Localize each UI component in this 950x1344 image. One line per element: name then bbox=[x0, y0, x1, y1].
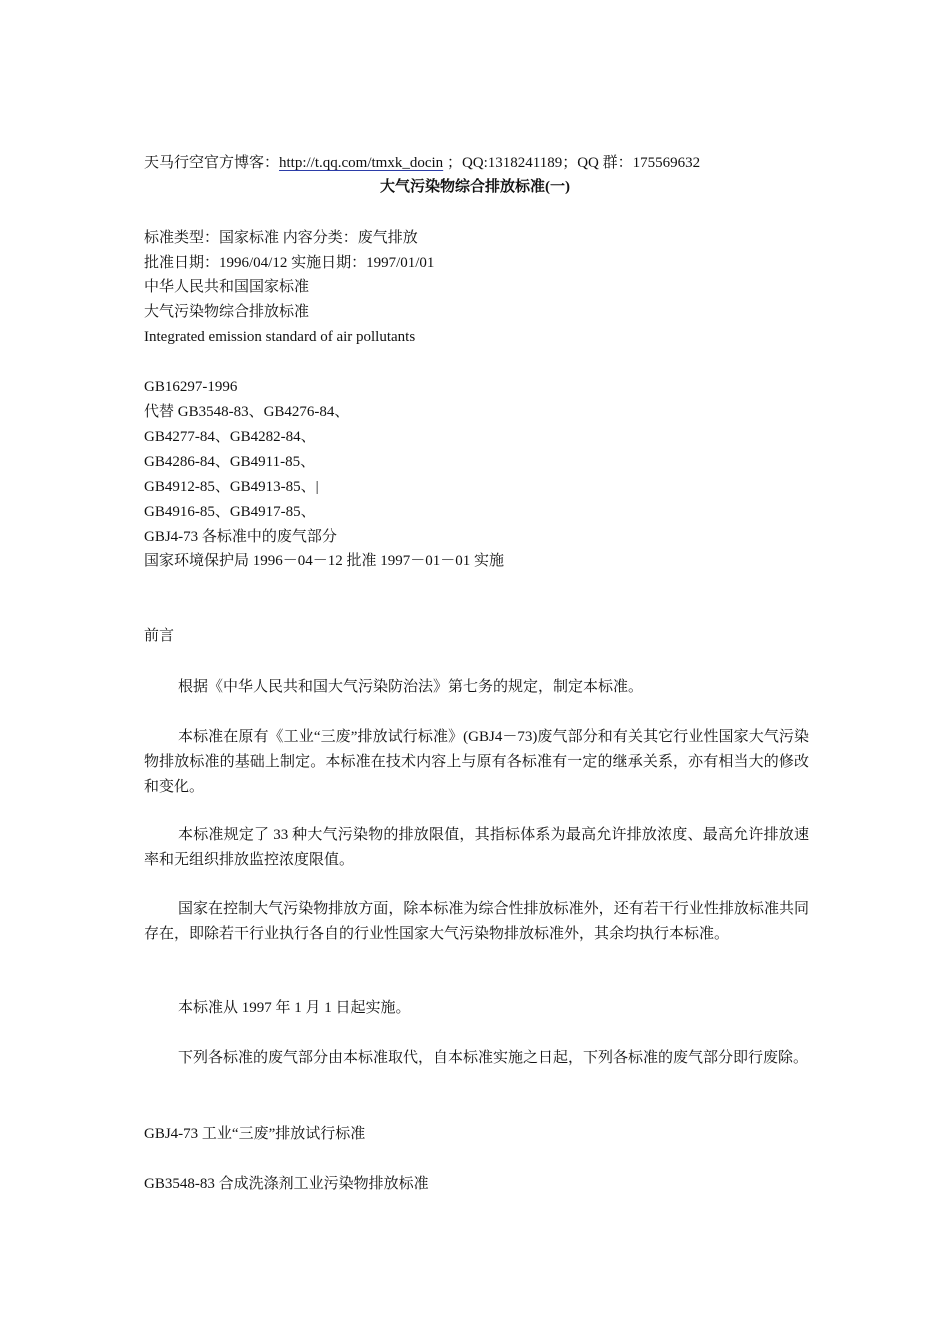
code-line: GB4286-84、GB4911-85、 bbox=[144, 454, 316, 470]
paragraph: 本标准规定了 33 种大气污染物的排放限值，其指标体系为最高允许排放浓度、最高允许排放速率和无组织排放监控浓度限值。 bbox=[144, 827, 809, 868]
approval-line: 国家环境保护局 1996－04－12 批准 1997－01－01 实施 bbox=[144, 553, 505, 569]
meta-national-standard: 中华人民共和国国家标准 bbox=[144, 279, 310, 295]
paragraph: 本标准在原有《工业“三废”排放试行标准》(GBJ4－73)废气部分和有关其它行业性国家大气污染物排放标准的基础上制定。本标准在技术内容上与原有各标准有一定的继承关系，亦有相当大的修改和变化。 bbox=[144, 729, 809, 795]
code-line: GB16297-1996 bbox=[144, 379, 238, 395]
replaced-standard: GBJ4-73 工业“三废”排放试行标准 bbox=[144, 1126, 366, 1142]
code-line: GB4916-85、GB4917-85、 bbox=[144, 504, 316, 520]
code-line: GB4912-85、GB4913-85、| bbox=[144, 479, 319, 495]
meta-standard-name-cn: 大气污染物综合排放标准 bbox=[144, 304, 310, 320]
document-title: 大气污染物综合排放标准(一) bbox=[380, 179, 570, 195]
replaced-standard: GB3548-83 合成洗涤剂工业污染物排放标准 bbox=[144, 1176, 429, 1192]
blog-label: 天马行空官方博客： bbox=[144, 155, 280, 171]
header-line bbox=[144, 153, 700, 173]
paragraph: 根据《中华人民共和国大气污染防治法》第七务的规定，制定本标准。 bbox=[178, 679, 644, 695]
code-line: GBJ4-73 各标准中的废气部分 bbox=[144, 529, 337, 545]
paragraph: 本标准从 1997 年 1 月 1 日起实施。 bbox=[178, 1000, 411, 1016]
paragraph: 国家在控制大气污染物排放方面，除本标准为综合性排放标准外，还有若干行业性排放标准共同存在，即除若干行业执行各自的行业性国家大气污染物排放标准外，其余均执行本标准。 bbox=[144, 901, 809, 942]
paragraph: 下列各标准的废气部分由本标准取代，自本标准实施之日起，下列各标准的废气部分即行废除。 bbox=[178, 1050, 809, 1066]
preface-heading: 前言 bbox=[144, 628, 175, 644]
meta-dates: 批准日期：1996/04/12 实施日期：1997/01/01 bbox=[144, 255, 435, 271]
code-line: GB4277-84、GB4282-84、 bbox=[144, 429, 316, 445]
meta-standard-type: 标准类型：国家标准 内容分类：废气排放 bbox=[144, 230, 418, 246]
blog-link[interactable]: http://t.qq.com/tmxk_docin bbox=[279, 155, 444, 171]
meta-standard-name-en: Integrated emission standard of air pollutants bbox=[144, 329, 416, 345]
qq-info: ；QQ:1318241189；QQ 群：175569632 bbox=[446, 155, 701, 171]
code-line: 代替 GB3548-83、GB4276-84、 bbox=[144, 404, 350, 420]
